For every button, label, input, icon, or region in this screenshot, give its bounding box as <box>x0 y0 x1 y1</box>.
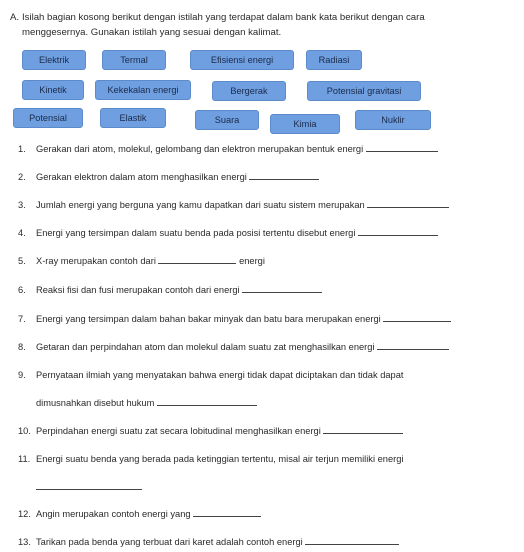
answer-blank-7[interactable] <box>383 313 451 322</box>
answer-blank-3[interactable] <box>367 199 449 208</box>
question-text: Energi suatu benda yang berada pada ketinggian tertentu, misal air terjun memiliki energi <box>36 454 404 464</box>
section-label: A. <box>10 12 20 23</box>
question-text: Gerakan dari atom, molekul, gelombang dan elektron merupakan bentuk energi <box>36 144 364 154</box>
question-11: 11. Energi suatu benda yang berada pada ketinggian tertentu, misal air terjun memiliki energi <box>18 454 404 464</box>
answer-blank-1[interactable] <box>366 143 438 152</box>
question-6: 6. Reaksi fisi dan fusi merupakan contoh dari energi <box>18 284 322 297</box>
question-text: Getaran dan perpindahan atom dan molekul dalam suatu zat menghasilkan energi <box>36 342 375 352</box>
question-text: Jumlah energi yang berguna yang kamu dapatkan dari suatu sistem merupakan <box>36 200 365 210</box>
chip-elektrik[interactable]: Elektrik <box>22 50 86 70</box>
question-text: Reaksi fisi dan fusi merupakan contoh dari energi <box>36 285 240 295</box>
answer-blank-11[interactable] <box>36 481 142 490</box>
chip-potensial[interactable]: Potensial <box>13 108 83 128</box>
answer-blank-10[interactable] <box>323 425 403 434</box>
question-2: 2. Gerakan elektron dalam atom menghasilkan energi <box>18 171 319 184</box>
question-7: 7. Energi yang tersimpan dalam bahan bakar minyak dan batu bara merupakan energi <box>18 313 451 326</box>
question-13: 13. Tarikan pada benda yang terbuat dari karet adalah contoh energi <box>18 536 399 549</box>
question-12: 12. Angin merupakan contoh energi yang <box>18 508 261 521</box>
question-4: 4. Energi yang tersimpan dalam suatu benda pada posisi tertentu disebut energi <box>18 227 438 240</box>
answer-blank-9[interactable] <box>157 397 257 406</box>
question-text: Angin merupakan contoh energi yang <box>36 509 191 519</box>
question-10: 10. Perpindahan energi suatu zat secara lobitudinal menghasilkan energi <box>18 425 403 438</box>
answer-blank-5[interactable] <box>158 255 236 264</box>
answer-blank-8[interactable] <box>377 341 449 350</box>
chip-radiasi[interactable]: Radiasi <box>306 50 362 70</box>
answer-blank-2[interactable] <box>249 171 319 180</box>
chip-termal[interactable]: Termal <box>102 50 166 70</box>
question-5: 5. X-ray merupakan contoh dari energi <box>18 256 265 266</box>
question-text: Perpindahan energi suatu zat secara lobitudinal menghasilkan energi <box>36 426 321 436</box>
question-text-after: energi <box>239 256 265 266</box>
question-9-continued <box>36 397 257 410</box>
instructions <box>10 10 515 40</box>
question-text: Energi yang tersimpan dalam suatu benda pada posisi tertentu disebut energi <box>36 228 356 238</box>
question-text: X-ray merupakan contoh dari <box>36 256 156 266</box>
question-text: Gerakan elektron dalam atom menghasilkan energi <box>36 172 247 182</box>
answer-blank-6[interactable] <box>242 284 322 293</box>
chip-kekekalan-energi[interactable]: Kekekalan energi <box>95 80 191 100</box>
chip-bergerak[interactable]: Bergerak <box>212 81 286 101</box>
question-text: Energi yang tersimpan dalam bahan bakar minyak dan batu bara merupakan energi <box>36 314 381 324</box>
instruction-line-2: menggesernya. Gunakan istilah yang sesuai dengan kalimat. <box>22 27 282 38</box>
question-8: 8. Getaran dan perpindahan atom dan molekul dalam suatu zat menghasilkan energi <box>18 341 449 354</box>
question-11-continued <box>36 481 142 494</box>
answer-blank-12[interactable] <box>193 508 261 517</box>
question-1: 1. Gerakan dari atom, molekul, gelombang dan elektron merupakan bentuk energi <box>18 143 438 156</box>
chip-kinetik[interactable]: Kinetik <box>22 80 84 100</box>
question-text: Tarikan pada benda yang terbuat dari karet adalah contoh energi <box>36 537 303 547</box>
chip-nuklir[interactable]: Nuklir <box>355 110 431 130</box>
answer-blank-4[interactable] <box>358 227 438 236</box>
chip-suara[interactable]: Suara <box>195 110 259 130</box>
chip-efisiensi-energi[interactable]: Efisiensi energi <box>190 50 294 70</box>
question-3: 3. Jumlah energi yang berguna yang kamu dapatkan dari suatu sistem merupakan <box>18 199 449 212</box>
question-9: 9. Pernyataan ilmiah yang menyatakan bahwa energi tidak dapat diciptakan dan tidak dapat <box>18 370 404 380</box>
question-text: Pernyataan ilmiah yang menyatakan bahwa energi tidak dapat diciptakan dan tidak dapat <box>36 370 404 380</box>
chip-kimia[interactable]: Kimia <box>270 114 340 134</box>
chip-potensial-gravitasi[interactable]: Potensial gravitasi <box>307 81 421 101</box>
answer-blank-13[interactable] <box>305 536 399 545</box>
question-text-continued: dimusnahkan disebut hukum <box>36 398 155 408</box>
instruction-line-1: Isilah bagian kosong berikut dengan istilah yang terdapat dalam bank kata berikut dengan cara <box>22 12 425 23</box>
chip-elastik[interactable]: Elastik <box>100 108 166 128</box>
